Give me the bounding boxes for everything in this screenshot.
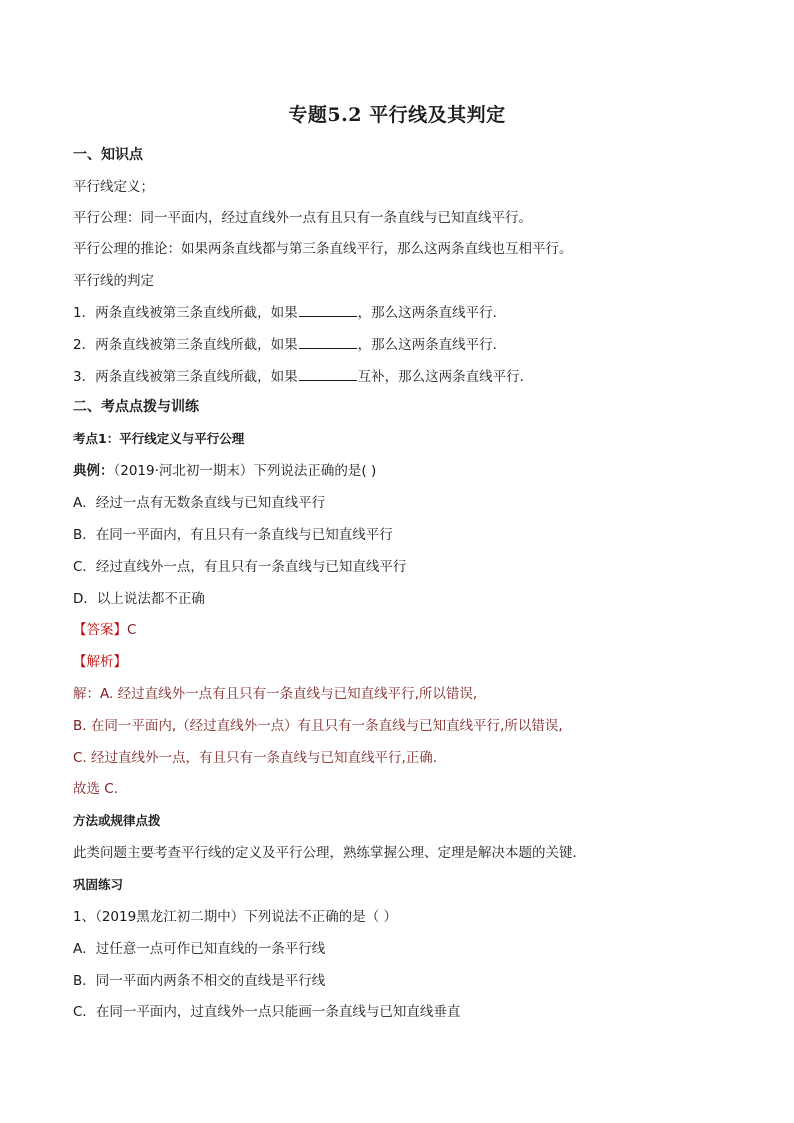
example-text: （2019·河北初一期末）下列说法正确的是( )	[113, 463, 377, 479]
corollary-line: 平行公理的推论：如果两条直线都与第三条直线平行，那么这两条直线也互相平行。	[73, 241, 573, 257]
criterion-number: 2．	[73, 337, 96, 353]
practice-option-b: B．同一平面内两条不相交的直线是平行线	[73, 973, 326, 989]
section-heading-knowledge: 一、知识点	[73, 147, 143, 163]
analysis-label: 【解析】	[73, 654, 127, 670]
criterion-text-post: 互补，那么这两条直线平行．	[357, 369, 534, 385]
criteria-title: 平行线的判定	[73, 273, 154, 289]
criterion-item	[73, 366, 533, 387]
criterion-text-post: ，那么这两条直线平行．	[357, 305, 507, 321]
example-question	[73, 461, 376, 481]
criterion-text-pre: 两条直线被第三条直线所截，如果	[95, 337, 298, 353]
analysis-line: B. 在同一平面内,（经过直线外一点）有且只有一条直线与已知直线平行,所以错误,	[73, 718, 563, 734]
option-c: C．经过直线外一点，有且只有一条直线与已知直线平行	[73, 559, 407, 575]
criterion-item	[73, 302, 506, 323]
practice-option-c: C．在同一平面内，过直线外一点只能画一条直线与已知直线垂直	[73, 1004, 461, 1020]
option-b: B．在同一平面内，有且只有一条直线与已知直线平行	[73, 527, 393, 543]
practice-title: 巩固练习	[73, 877, 124, 892]
criterion-text-pre: 两条直线被第三条直线所截，如果	[95, 305, 298, 321]
choose-line: 故选 C.	[73, 781, 119, 797]
criterion-number: 3．	[73, 369, 96, 385]
answer-label: 【答案】	[73, 622, 127, 638]
option-d: D．以上说法都不正确	[73, 591, 205, 607]
answer-value: C	[127, 622, 137, 638]
option-a: A．经过一点有无数条直线与已知直线平行	[73, 495, 326, 511]
fill-blank[interactable]	[299, 334, 357, 349]
criterion-number: 1．	[73, 305, 96, 321]
criterion-text-pre: 两条直线被第三条直线所截，如果	[95, 369, 298, 385]
method-title: 方法或规律点拨	[73, 813, 161, 828]
analysis-line: C. 经过直线外一点，有且只有一条直线与已知直线平行,正确.	[73, 750, 438, 766]
point-heading: 考点1：平行线定义与平行公理	[73, 431, 245, 446]
analysis-line: 解：A. 经过直线外一点有且只有一条直线与已知直线平行,所以错误,	[73, 686, 478, 702]
criterion-item	[73, 334, 506, 355]
fill-blank[interactable]	[299, 302, 357, 317]
parallel-axiom-line: 平行公理：同一平面内，经过直线外一点有且只有一条直线与已知直线平行。	[73, 210, 532, 226]
practice-question: 1、（2019黑龙江初二期中）下列说法不正确的是（ ）	[73, 909, 397, 925]
criterion-text-post: ，那么这两条直线平行．	[357, 337, 507, 353]
example-label: 典例：	[73, 463, 114, 479]
method-text: 此类问题主要考查平行线的定义及平行公理，熟练掌握公理、定理是解决本题的关键．	[73, 845, 586, 861]
definition-line: 平行线定义；	[73, 179, 154, 195]
section-heading-points: 二、考点点拨与训练	[73, 399, 199, 415]
answer-line	[73, 620, 136, 640]
page-title: 专题5.2 平行线及其判定	[288, 104, 506, 126]
practice-option-a: A．过任意一点可作已知直线的一条平行线	[73, 941, 326, 957]
fill-blank[interactable]	[299, 366, 357, 381]
